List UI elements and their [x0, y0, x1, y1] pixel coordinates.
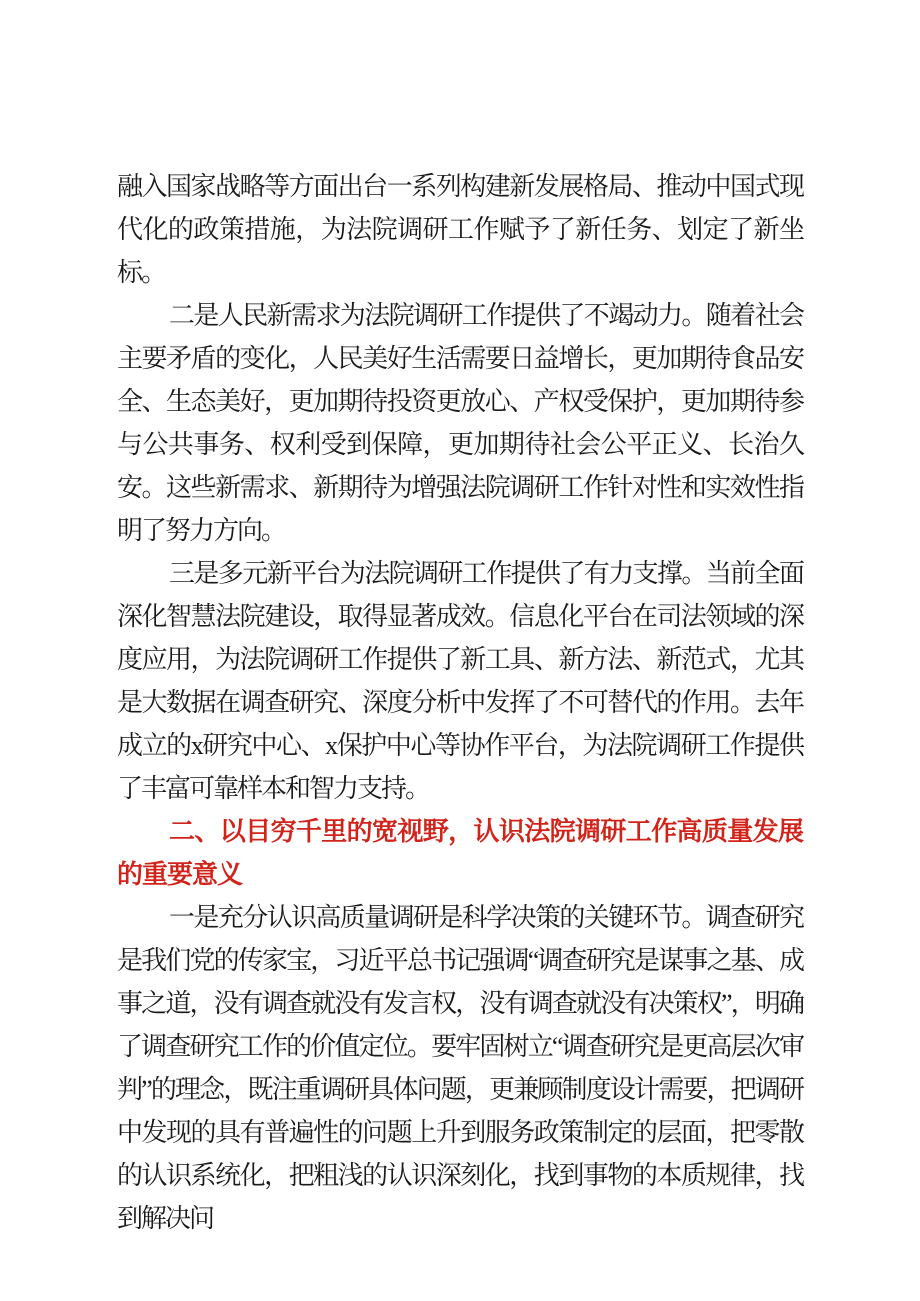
paragraph-point-three: 三是多元新平台为法院调研工作提供了有力支撑。当前全面深化智慧法院建设，取得显著成效。信息化平台在司法领域的深度应用，为法院调研工作提供了新工具、新方法、新范式，尤其是大数据在调查研究、深度分析中发挥了不可替代的作用。去年成立的x研究中心、x保护中心等协作平台，为法院调研工作提供了丰富可靠样本和智力支持。	[117, 559, 803, 803]
section-two-heading: 二、以目穷千里的宽视野，认识法院调研工作高质量发展的重要意义	[117, 816, 803, 889]
paragraph-point-two: 二是人民新需求为法院调研工作提供了不竭动力。随着社会主要矛盾的变化，人民美好生活需要日益增长，更加期待食品安全、生态美好，更加期待投资更放心、产权受保护，更加期待参与公共事务、权利受到保障，更加期待社会公平正义、长治久安。这些新需求、新期待为增强法院调研工作针对性和实效性指明了努力方向。	[117, 301, 803, 545]
paragraph-section-two-point-one: 一是充分认识高质量调研是科学决策的关键环节。调查研究是我们党的传家宝，习近平总书记强调“调查研究是谋事之基、成事之道，没有调查就没有发言权，没有调查就没有决策权”，明确了调查研究工作的价值定位。要牢固树立“调查研究是更高层次审判”的理念，既注重调研具体问题，更兼顾制度设计需要，把调研中发现的具有普遍性的问题上升到服务政策制定的层面，把零散的认识系统化，把粗浅的认识深刻化，找到事物的本质规律，找到解决问	[117, 903, 803, 1233]
paragraph-continuation: 融入国家战略等方面出台一系列构建新发展格局、推动中国式现代化的政策措施，为法院调研工作赋予了新任务、划定了新坐标。	[117, 172, 803, 287]
